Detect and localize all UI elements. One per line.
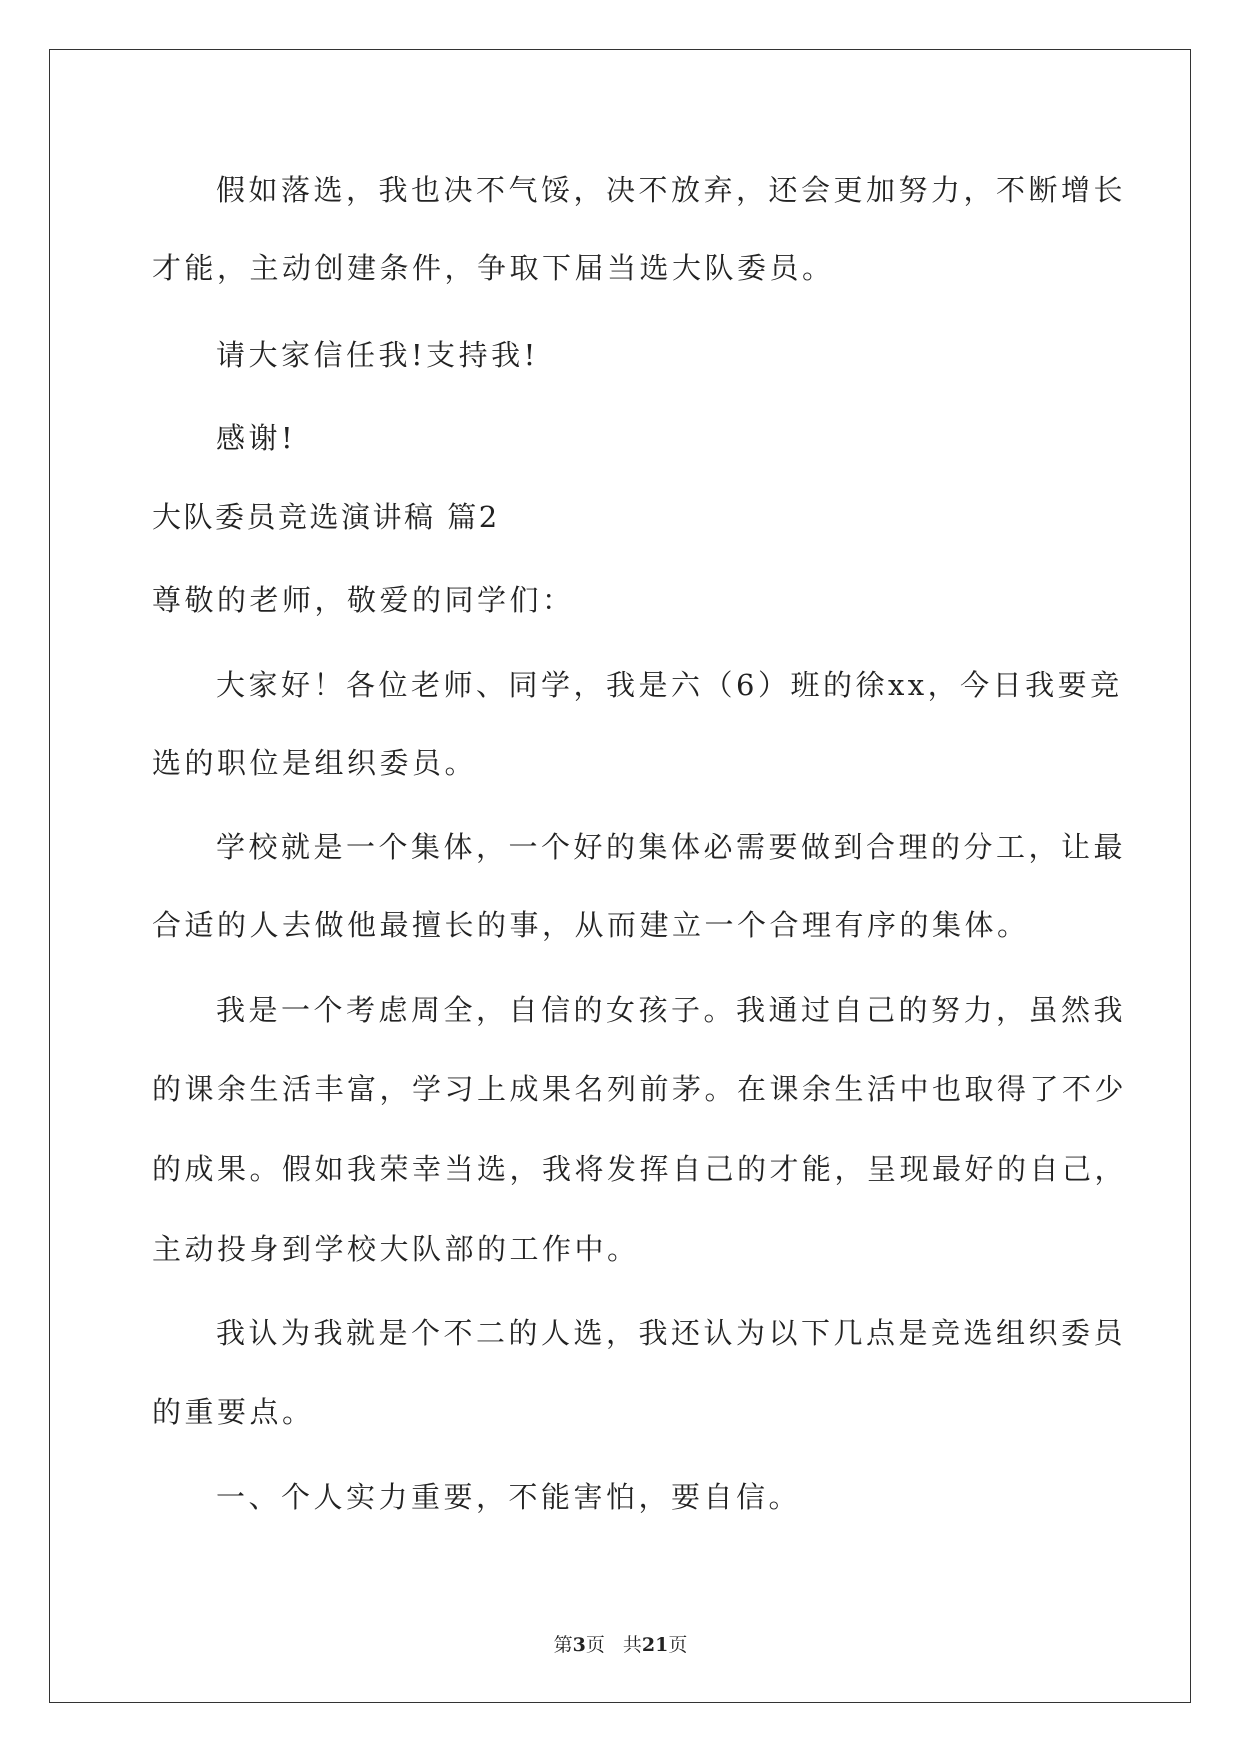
page-suffix: 页: [585, 1634, 605, 1656]
paragraph-line: 的重要点。: [152, 1395, 315, 1429]
paragraph-line: 选的职位是组织委员。: [152, 746, 478, 780]
paragraph-line: 学校就是一个集体，一个好的集体必需要做到合理的分工，让最: [216, 830, 1127, 864]
paragraph-line: 我认为我就是个不二的人选，我还认为以下几点是竞选组织委员: [216, 1316, 1127, 1350]
section-heading: 大队委员竞选演讲稿 篇2: [152, 500, 500, 534]
total-pages: 21: [641, 1634, 669, 1656]
paragraph-line: 合适的人去做他最擅长的事，从而建立一个合理有序的集体。: [152, 908, 1030, 942]
paragraph-line: 请大家信任我!支持我!: [216, 338, 539, 372]
paragraph-line: 的成果。假如我荣幸当选，我将发挥自己的才能，呈现最好的自己，: [152, 1152, 1128, 1186]
page-border: [49, 49, 1191, 1703]
page-prefix: 第: [553, 1634, 573, 1656]
page-footer: [0, 1632, 1241, 1658]
paragraph-line: 一、个人实力重要，不能害怕，要自信。: [216, 1480, 802, 1514]
salutation: 尊敬的老师，敬爱的同学们：: [152, 583, 575, 617]
paragraph-line: 我是一个考虑周全，自信的女孩子。我通过自己的努力，虽然我: [216, 993, 1127, 1027]
paragraph-line: 才能，主动创建条件，争取下届当选大队委员。: [152, 251, 835, 285]
total-suffix: 页: [668, 1634, 688, 1656]
paragraph-line: 主动投身到学校大队部的工作中。: [152, 1232, 640, 1266]
paragraph-line: 的课余生活丰富，学习上成果名列前茅。在课余生活中也取得了不少: [152, 1072, 1128, 1106]
page-number: 3: [572, 1634, 586, 1656]
paragraph-line: 大家好！各位老师、同学，我是六（6）班的徐xx，今日我要竞: [216, 668, 1123, 702]
paragraph-line: 感谢!: [216, 421, 297, 455]
total-prefix: 共: [622, 1634, 642, 1656]
paragraph-line: 假如落选，我也决不气馁，决不放弃，还会更加努力，不断增长: [216, 173, 1127, 207]
